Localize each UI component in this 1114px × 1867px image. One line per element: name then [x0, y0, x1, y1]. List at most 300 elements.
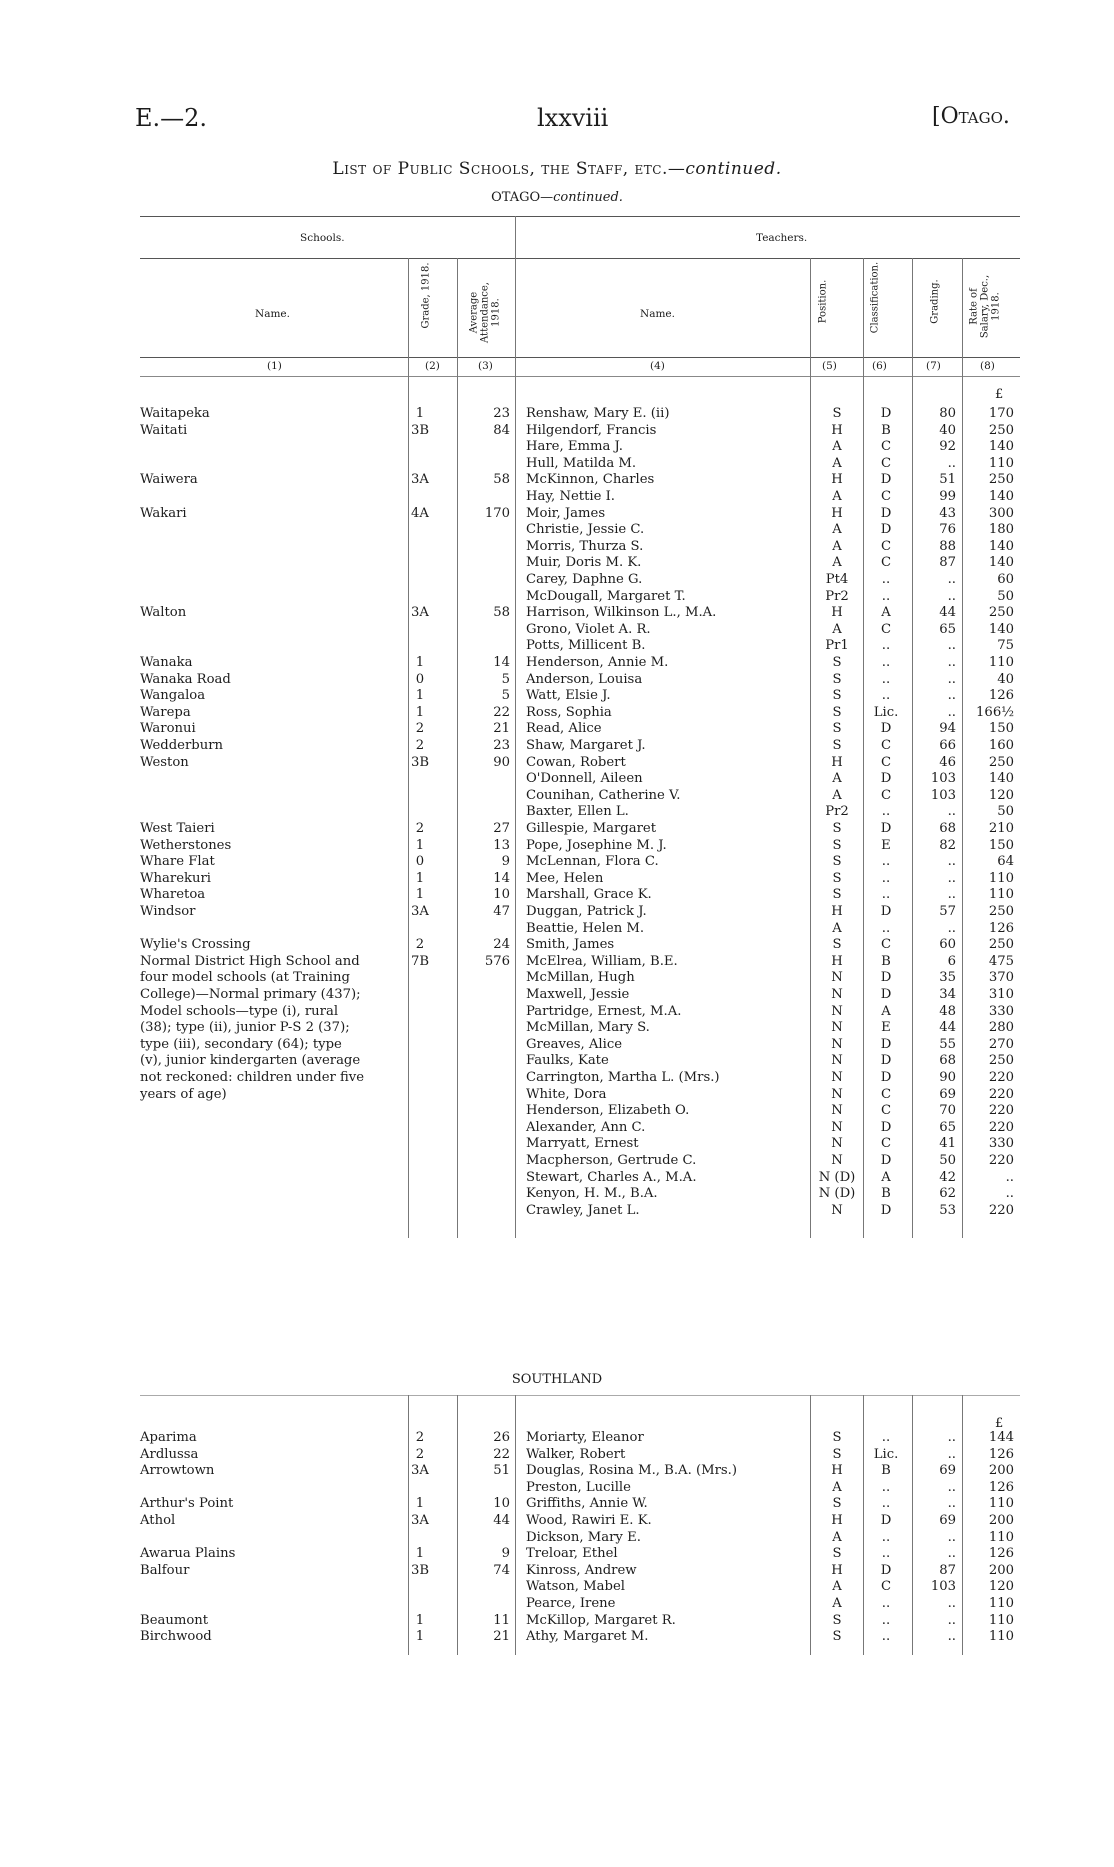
grading-value: 42	[939, 1169, 956, 1185]
salary-value: 150	[988, 837, 1014, 853]
position-value: N	[831, 1003, 843, 1019]
table-row	[0, 1203, 1114, 1219]
salary-value: 250	[988, 605, 1014, 621]
classification-value: C	[880, 489, 892, 504]
school-name: Aparima	[140, 1430, 197, 1445]
position-value: S	[832, 738, 842, 753]
table-row	[0, 589, 1114, 605]
teacher-name: McMillan, Hugh	[526, 970, 635, 986]
position-value: S	[832, 1612, 842, 1628]
teacher-name: Maxwell, Jessie	[526, 987, 630, 1002]
col-number-7: (7)	[926, 360, 941, 372]
classification-value: C	[880, 787, 892, 803]
salary-value: 170	[988, 406, 1014, 421]
table-row	[0, 605, 1114, 621]
classification-value: ..	[881, 1612, 891, 1628]
grade-value: 2	[415, 821, 425, 836]
school-name: Wylie's Crossing	[140, 937, 251, 953]
grading-value: 50	[939, 1153, 956, 1168]
teacher-name: Kinross, Andrew	[526, 1562, 637, 1578]
teacher-name: Carey, Daphne G.	[526, 572, 643, 587]
grading-value: 94	[939, 721, 956, 737]
classification-value: ..	[881, 655, 891, 670]
grade-value: 3A	[411, 904, 429, 919]
table-row	[0, 1136, 1114, 1152]
grading-value: 92	[939, 439, 956, 455]
position-value: N	[831, 1036, 843, 1052]
salary-value: 140	[988, 771, 1014, 787]
teacher-name: Faulks, Kate	[526, 1053, 609, 1069]
grading-value: ..	[947, 671, 956, 687]
position-value: S	[832, 1496, 842, 1512]
table-row	[0, 1629, 1114, 1645]
classification-value: D	[880, 821, 892, 836]
position-value: Pr2	[825, 588, 849, 604]
school-name-header: Name.	[255, 308, 290, 320]
salary-value: 180	[988, 522, 1014, 538]
grade-value: 3B	[410, 1562, 430, 1578]
grade-value: 2	[415, 1446, 425, 1462]
table-row	[0, 506, 1114, 522]
salary-value: 140	[988, 621, 1014, 637]
classification-value: D	[880, 987, 892, 1002]
school-name: Wetherstones	[140, 837, 232, 853]
teacher-name: Read, Alice	[526, 721, 602, 737]
salary-value: 110	[988, 870, 1014, 886]
salary-value: 250	[988, 1053, 1014, 1069]
salary-value: 220	[988, 1070, 1014, 1085]
teacher-name: Hull, Matilda M.	[526, 455, 637, 471]
salary-value: 140	[988, 555, 1014, 571]
teacher-name: Christie, Jessie C.	[526, 522, 645, 538]
grading-value: ..	[947, 1629, 956, 1645]
table-row	[0, 688, 1114, 704]
position-value: N	[831, 1020, 843, 1036]
salary-value: 110	[988, 655, 1014, 670]
teacher-name: Duggan, Patrick J.	[526, 904, 647, 919]
table-row	[0, 821, 1114, 837]
salary-value: 166½	[976, 704, 1014, 720]
position-value: N	[831, 987, 843, 1002]
teacher-name: Hare, Emma J.	[526, 439, 623, 455]
attendance-value: 11	[493, 1612, 510, 1628]
teacher-name: Morris, Thurza S.	[526, 538, 644, 554]
school-name: Wakari	[140, 505, 187, 521]
table-row	[0, 1020, 1114, 1036]
classification-value: D	[880, 1513, 892, 1528]
southland-top-rule	[140, 1395, 1020, 1396]
school-name: Ardlussa	[140, 1446, 199, 1462]
grade-value: 1	[415, 704, 425, 720]
salary-value: 250	[988, 904, 1014, 919]
position-value: N	[831, 1053, 843, 1069]
attendance-header: Average Attendance, 1918.	[468, 282, 502, 343]
classification-value: ..	[881, 638, 891, 654]
grade-value: 3A	[411, 605, 429, 621]
table-row	[0, 904, 1114, 920]
school-name: Arrowtown	[140, 1463, 215, 1479]
school-name: four model schools (at Training	[140, 970, 350, 986]
table-row	[0, 1530, 1114, 1546]
position-value: S	[832, 870, 842, 886]
table-row	[0, 705, 1114, 721]
school-name: Waitapeka	[140, 406, 210, 421]
position-value: A	[832, 1479, 842, 1495]
salary-value: 370	[988, 970, 1014, 986]
teacher-name: Mee, Helen	[526, 870, 604, 886]
teacher-name-header: Name.	[640, 308, 675, 320]
teacher-name: Watt, Elsie J.	[526, 688, 611, 704]
teacher-name: Muir, Doris M. K.	[526, 555, 642, 571]
salary-value: 160	[988, 738, 1014, 753]
teacher-name: Walker, Robert	[526, 1446, 626, 1462]
table-row	[0, 1186, 1114, 1202]
salary-value: 475	[988, 953, 1014, 969]
position-value: S	[832, 1546, 842, 1562]
classification-value: E	[881, 837, 891, 853]
salary-value: 110	[988, 1496, 1014, 1512]
grading-value: 55	[939, 1036, 956, 1052]
grading-value: ..	[947, 1479, 956, 1495]
position-value: N	[831, 1086, 843, 1102]
salary-value: 50	[997, 804, 1014, 820]
teacher-name: McElrea, William, B.E.	[526, 953, 678, 969]
table-row	[0, 970, 1114, 986]
grading-value: 35	[939, 970, 956, 986]
grading-value: ..	[947, 655, 956, 670]
table-row	[0, 1579, 1114, 1595]
table-row	[0, 655, 1114, 671]
position-value: S	[832, 1446, 842, 1462]
teacher-name: Preston, Lucille	[526, 1479, 631, 1495]
grading-value: ..	[947, 1446, 956, 1462]
grading-value: ..	[947, 1596, 956, 1611]
school-name: type (iii), secondary (64); type	[140, 1036, 342, 1052]
position-value: H	[831, 505, 843, 521]
classification-value: D	[880, 406, 892, 421]
col-number-1: (1)	[267, 360, 282, 372]
salary-value: 126	[988, 1446, 1014, 1462]
position-value: H	[831, 904, 843, 919]
position-value: Pt4	[825, 572, 849, 587]
position-value: N (D)	[818, 1186, 856, 1202]
teacher-name: Gillespie, Margaret	[526, 821, 656, 836]
position-value: S	[832, 887, 842, 903]
grading-value: ..	[947, 572, 956, 587]
salary-value: 310	[988, 987, 1014, 1002]
col-number-4: (4)	[650, 360, 665, 372]
teacher-name: O'Donnell, Aileen	[526, 771, 643, 787]
classification-value: ..	[881, 870, 891, 886]
classification-value: ..	[881, 887, 891, 903]
school-name: Normal District High School and	[140, 953, 360, 969]
table-row	[0, 555, 1114, 571]
southland-currency-symbol: £	[995, 1416, 1004, 1431]
table-row	[0, 871, 1114, 887]
attendance-value: 47	[493, 904, 510, 919]
teacher-name: Baxter, Ellen L.	[526, 804, 629, 820]
teacher-name: Marryatt, Ernest	[526, 1136, 639, 1152]
teacher-name: Smith, James	[526, 937, 615, 953]
southland-title: SOUTHLAND	[511, 1372, 603, 1387]
school-name: Windsor	[140, 904, 196, 919]
table-row	[0, 1103, 1114, 1119]
table-row	[0, 423, 1114, 439]
col-number-8: (8)	[980, 360, 995, 372]
classification-value: B	[881, 953, 891, 969]
position-value: A	[832, 538, 842, 554]
classification-value: ..	[881, 1430, 891, 1445]
table-row	[0, 838, 1114, 854]
position-value: S	[832, 854, 842, 870]
teacher-name: Marshall, Grace K.	[526, 887, 652, 903]
teacher-name: Macpherson, Gertrude C.	[526, 1153, 697, 1168]
teacher-name: Renshaw, Mary E. (ii)	[526, 406, 670, 421]
school-name: Wangaloa	[140, 688, 206, 704]
school-name: Warepa	[140, 704, 191, 720]
table-row	[0, 1037, 1114, 1053]
table-row	[0, 1447, 1114, 1463]
salary-value: 110	[988, 1629, 1014, 1645]
table-row	[0, 755, 1114, 771]
table-row	[0, 1613, 1114, 1629]
salary-value: 220	[988, 1153, 1014, 1168]
salary-value: 140	[988, 489, 1014, 504]
classification-value: A	[881, 1169, 891, 1185]
classification-value: D	[880, 505, 892, 521]
grading-value: 57	[939, 904, 956, 919]
grading-value: ..	[947, 1546, 956, 1562]
teacher-name: McKillop, Margaret R.	[526, 1612, 676, 1628]
attendance-value: 23	[493, 738, 510, 753]
teacher-name: Pearce, Irene	[526, 1596, 616, 1611]
table-row	[0, 456, 1114, 472]
grading-value: 99	[939, 489, 956, 504]
classification-header: Classification.	[869, 261, 881, 334]
school-name: years of age)	[140, 1086, 227, 1102]
position-value: A	[832, 1529, 842, 1545]
teacher-name: Treloar, Ethel	[526, 1546, 618, 1562]
teacher-name: Henderson, Annie M.	[526, 655, 669, 670]
page-code: E.—2.	[135, 104, 208, 132]
position-value: S	[832, 655, 842, 670]
classification-value: ..	[881, 671, 891, 687]
grading-value: 69	[939, 1513, 956, 1528]
grading-value: 76	[939, 522, 956, 538]
subtitle-main: OTAGO—	[491, 190, 554, 205]
attendance-value: 22	[493, 704, 510, 720]
grading-value: 69	[939, 1463, 956, 1479]
position-value: H	[831, 754, 843, 770]
grading-value: ..	[947, 1430, 956, 1445]
teacher-name: Wood, Rawiri E. K.	[526, 1513, 652, 1528]
grading-value: 60	[939, 937, 956, 953]
attendance-value: 10	[493, 1496, 510, 1512]
table-row	[0, 921, 1114, 937]
grading-value: ..	[947, 870, 956, 886]
salary-value: 330	[988, 1136, 1014, 1152]
school-name: College)—Normal primary (437);	[140, 987, 361, 1002]
classification-value: D	[880, 472, 892, 488]
classification-value: C	[880, 621, 892, 637]
salary-value: 110	[988, 1612, 1014, 1628]
header-group-rule	[140, 258, 1020, 259]
salary-value: 280	[988, 1020, 1014, 1036]
teacher-name: Crawley, Janet L.	[526, 1202, 640, 1218]
table-row	[0, 1430, 1114, 1446]
grading-value: 46	[939, 754, 956, 770]
position-value: S	[832, 1430, 842, 1445]
teacher-name: McDougall, Margaret T.	[526, 588, 686, 604]
position-value: A	[832, 439, 842, 455]
grade-value: 1	[415, 837, 425, 853]
attendance-value: 90	[493, 754, 510, 770]
position-value: A	[832, 771, 842, 787]
table-row	[0, 1513, 1114, 1529]
grading-value: 82	[939, 837, 956, 853]
school-name: Awarua Plains	[140, 1546, 236, 1562]
grading-value: 80	[939, 406, 956, 421]
salary-value: ..	[1005, 1186, 1014, 1202]
salary-value: 150	[988, 721, 1014, 737]
classification-value: ..	[881, 804, 891, 820]
salary-value: 300	[988, 505, 1014, 521]
position-value: A	[832, 522, 842, 538]
grading-value: 51	[939, 472, 956, 488]
salary-value: 144	[988, 1430, 1014, 1445]
classification-value: B	[881, 422, 891, 438]
salary-value: 210	[988, 821, 1014, 836]
table-row	[0, 987, 1114, 1003]
position-value: N	[831, 1119, 843, 1135]
grade-value: 3A	[411, 472, 429, 488]
col-number-2: (2)	[425, 360, 440, 372]
teacher-name: Hay, Nettie I.	[526, 489, 616, 504]
grade-value: 1	[415, 406, 425, 421]
salary-value: 64	[997, 854, 1014, 870]
grade-value: 1	[415, 688, 425, 704]
grading-value: 48	[939, 1003, 956, 1019]
table-row	[0, 854, 1114, 870]
salary-value: 120	[988, 1579, 1014, 1595]
grading-value: 44	[939, 1020, 956, 1036]
teacher-name: Moir, James	[526, 505, 606, 521]
classification-value: D	[880, 1070, 892, 1085]
grading-value: ..	[947, 887, 956, 903]
table-row	[0, 1563, 1114, 1579]
school-name: Weston	[140, 754, 189, 770]
attendance-value: 13	[493, 837, 510, 853]
salary-value: 110	[988, 1529, 1014, 1545]
position-value: A	[832, 920, 842, 936]
grading-value: 53	[939, 1202, 956, 1218]
schools-group-header: Schools.	[300, 232, 345, 244]
table-row	[0, 771, 1114, 787]
grading-value: ..	[947, 854, 956, 870]
table-row	[0, 406, 1114, 422]
grading-value: 88	[939, 538, 956, 554]
attendance-value: 51	[493, 1463, 510, 1479]
school-name: (v), junior kindergarten (average	[140, 1053, 361, 1069]
table-row	[0, 1153, 1114, 1169]
position-value: N	[831, 1153, 843, 1168]
position-value: N	[831, 970, 843, 986]
attendance-value: 170	[484, 505, 510, 521]
attendance-value: 10	[493, 887, 510, 903]
position-value: Pr1	[825, 638, 849, 654]
document-title	[0, 159, 1114, 179]
classification-value: A	[881, 1003, 891, 1019]
grading-value: 40	[939, 422, 956, 438]
salary-value: 60	[997, 572, 1014, 587]
teacher-name: Greaves, Alice	[526, 1036, 623, 1052]
grading-value: 41	[939, 1136, 956, 1152]
classification-value: D	[880, 1053, 892, 1069]
classification-value: ..	[881, 572, 891, 587]
classification-value: A	[881, 605, 891, 621]
grade-header: Grade, 1918.	[420, 262, 432, 329]
attendance-value: 14	[493, 655, 510, 670]
position-value: N	[831, 1103, 843, 1119]
position-value: S	[832, 671, 842, 687]
table-row	[0, 439, 1114, 455]
attendance-value: 5	[501, 688, 510, 704]
salary-value: 50	[997, 588, 1014, 604]
classification-value: C	[880, 754, 892, 770]
table-row	[0, 738, 1114, 754]
position-value: H	[831, 1562, 843, 1578]
position-value: H	[831, 605, 843, 621]
grading-value: 44	[939, 605, 956, 621]
grading-value: ..	[947, 704, 956, 720]
attendance-value: 9	[501, 1546, 510, 1562]
classification-value: C	[880, 937, 892, 953]
grading-value: 87	[939, 555, 956, 571]
teacher-name: Grono, Violet A. R.	[526, 621, 651, 637]
classification-value: B	[881, 1186, 891, 1202]
teachers-group-header: Teachers.	[756, 232, 808, 244]
salary-header: Rate of Salary, Dec., 1918.	[968, 274, 1002, 339]
school-name: Beaumont	[140, 1612, 209, 1628]
teacher-name: Beattie, Helen M.	[526, 920, 645, 936]
salary-value: 126	[988, 1479, 1014, 1495]
teacher-name: McKinnon, Charles	[526, 472, 655, 488]
grading-value: ..	[947, 688, 956, 704]
attendance-value: 24	[493, 937, 510, 953]
classification-value: ..	[881, 588, 891, 604]
grading-value: 87	[939, 1562, 956, 1578]
grade-value: 1	[415, 1546, 425, 1562]
table-row	[0, 622, 1114, 638]
school-name: Balfour	[140, 1562, 190, 1578]
grading-value: 66	[939, 738, 956, 753]
teacher-name: Henderson, Elizabeth O.	[526, 1103, 690, 1119]
grade-value: 1	[415, 887, 425, 903]
school-name: Whare Flat	[140, 854, 215, 870]
attendance-value: 21	[493, 1629, 510, 1645]
grading-value: ..	[947, 1529, 956, 1545]
teacher-name: Dickson, Mary E.	[526, 1529, 641, 1545]
table-row	[0, 472, 1114, 488]
school-name: Wedderburn	[140, 738, 224, 753]
table-row	[0, 954, 1114, 970]
teacher-name: Carrington, Martha L. (Mrs.)	[526, 1070, 720, 1085]
grading-value: 65	[939, 621, 956, 637]
attendance-value: 9	[501, 854, 510, 870]
salary-value: 110	[988, 1596, 1014, 1611]
school-name: Waronui	[140, 721, 196, 737]
position-value: N	[831, 1136, 843, 1152]
